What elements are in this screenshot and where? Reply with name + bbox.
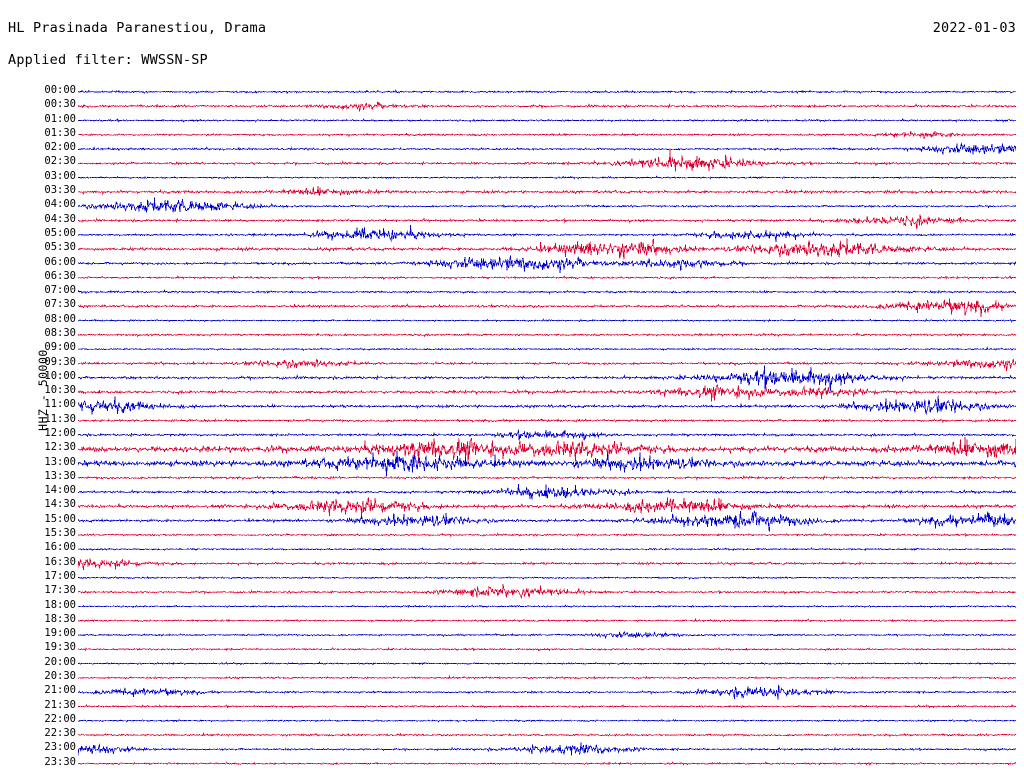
- time-label: 21:30: [44, 698, 76, 711]
- time-label: 14:30: [44, 498, 76, 511]
- trace-row: [78, 276, 1016, 279]
- trace-row: [78, 762, 1016, 765]
- time-label: 06:00: [44, 255, 76, 268]
- trace-row: [78, 359, 1016, 371]
- trace-row: [78, 150, 1016, 171]
- trace-row: [78, 733, 1016, 736]
- trace-row: [78, 119, 1016, 122]
- time-label: 06:30: [44, 269, 76, 282]
- trace-row: [78, 648, 1016, 651]
- trace-row: [78, 684, 1016, 699]
- record-date: 2022-01-03: [932, 20, 1016, 36]
- trace-row: [78, 238, 1016, 259]
- trace-row: [78, 577, 1016, 579]
- trace-row: [78, 548, 1016, 551]
- trace-row: [78, 298, 1016, 317]
- trace-canvas: [78, 84, 1016, 770]
- time-label: 07:30: [44, 298, 76, 311]
- trace-row: [78, 705, 1016, 708]
- time-label: 09:30: [44, 355, 76, 368]
- time-label: 13:00: [44, 455, 76, 468]
- time-label: 01:00: [44, 112, 76, 125]
- applied-filter-label: Applied filter: WWSSN-SP: [8, 52, 208, 68]
- trace-row: [78, 395, 1016, 415]
- trace-row: [78, 743, 1016, 756]
- trace-row: [78, 256, 1016, 273]
- time-label: 14:00: [44, 484, 76, 497]
- trace-row: [78, 102, 1016, 112]
- y-axis-label: HHZ - 50000: [35, 349, 50, 431]
- time-label: 12:00: [44, 427, 76, 439]
- trace-row: [78, 584, 1016, 598]
- trace-row: [78, 333, 1016, 336]
- trace-row: [78, 143, 1016, 154]
- time-label: 15:00: [44, 512, 76, 525]
- time-label: 05:30: [44, 241, 76, 254]
- trace-row: [78, 497, 1016, 518]
- time-label: 22:00: [44, 712, 76, 725]
- time-label: 08:00: [44, 312, 76, 325]
- trace-row: [78, 676, 1016, 679]
- time-label: 10:30: [44, 384, 76, 397]
- time-label: 17:30: [44, 584, 76, 597]
- time-label: 12:30: [44, 441, 76, 454]
- time-label: 03:30: [44, 184, 76, 197]
- time-label: 21:00: [44, 684, 76, 697]
- trace-row: [78, 511, 1016, 532]
- trace-row: [78, 533, 1016, 536]
- time-label: 13:30: [44, 469, 76, 482]
- trace-row: [78, 215, 1016, 230]
- trace-row: [78, 366, 1016, 392]
- trace-row: [78, 451, 1016, 476]
- trace-row: [78, 384, 1016, 401]
- time-label: 11:00: [44, 398, 76, 411]
- time-label: 04:30: [44, 212, 76, 225]
- seismogram-plot: [78, 84, 1016, 770]
- trace-row: [78, 476, 1016, 480]
- time-axis-labels: [28, 84, 76, 770]
- trace-row: [78, 619, 1016, 622]
- trace-row: [78, 484, 1016, 499]
- trace-row: [78, 225, 1016, 242]
- time-label: 23:30: [44, 755, 76, 768]
- trace-row: [78, 605, 1016, 608]
- trace-row: [78, 430, 1016, 441]
- time-label: 16:30: [44, 555, 76, 568]
- time-label: 23:00: [44, 741, 76, 754]
- trace-row: [78, 186, 1016, 195]
- time-label: 20:30: [44, 669, 76, 682]
- time-label: 04:00: [44, 198, 76, 211]
- time-label: 02:00: [44, 141, 76, 154]
- trace-row: [78, 559, 1016, 571]
- time-label: 22:30: [44, 727, 76, 740]
- trace-row: [78, 720, 1016, 722]
- time-label: 11:30: [44, 412, 76, 425]
- time-label: 19:00: [44, 627, 76, 640]
- trace-row: [78, 290, 1016, 293]
- time-label: 10:00: [44, 369, 76, 382]
- time-label: 19:30: [44, 641, 76, 654]
- time-label: 03:00: [44, 169, 76, 182]
- time-label: 17:00: [44, 569, 76, 582]
- trace-row: [78, 419, 1016, 423]
- time-label: 07:00: [44, 284, 76, 297]
- trace-row: [78, 437, 1016, 464]
- time-label: 01:30: [44, 126, 76, 139]
- time-label: 08:30: [44, 326, 76, 339]
- time-label: 00:30: [44, 98, 76, 111]
- trace-row: [78, 632, 1016, 638]
- time-label: 05:00: [44, 226, 76, 239]
- trace-row: [78, 176, 1016, 179]
- time-label: 00:00: [44, 84, 76, 96]
- time-label: 20:00: [44, 655, 76, 668]
- trace-row: [78, 197, 1016, 212]
- time-label: 09:00: [44, 341, 76, 354]
- time-label: 02:30: [44, 155, 76, 168]
- page-title: HL Prasinada Paranestiou, Drama: [8, 20, 267, 36]
- time-label: 16:00: [44, 541, 76, 554]
- time-label: 18:30: [44, 612, 76, 625]
- time-label: 18:00: [44, 598, 76, 611]
- trace-row: [78, 348, 1016, 351]
- trace-row: [78, 131, 1016, 139]
- time-label: 15:30: [44, 527, 76, 540]
- trace-row: [78, 319, 1016, 321]
- trace-row: [78, 90, 1016, 93]
- trace-row: [78, 662, 1016, 665]
